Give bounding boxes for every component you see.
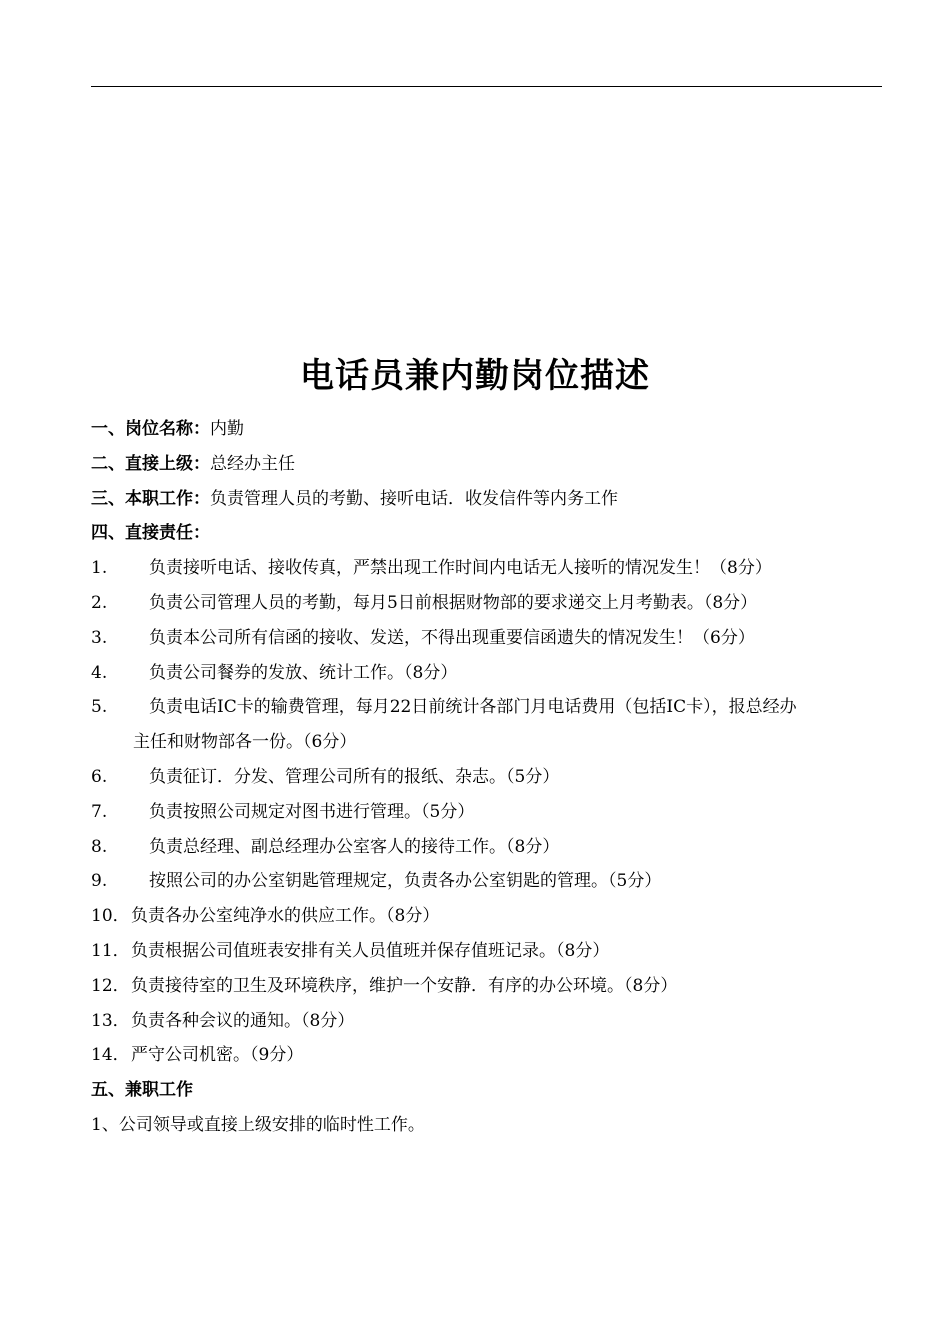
duty-text: 负责按照公司规定对图书进行管理。（5分） [149,801,475,822]
part-time-item: 1、公司领导或直接上级安排的临时性工作。 [91,1114,425,1135]
duty-item [91,621,886,656]
duty-item [91,656,886,691]
section-position-name [91,412,886,447]
duty-number: 7. [91,801,108,822]
section-value: 负责管理人员的考勤、接听电话．收发信件等内务工作 [210,488,618,509]
duty-text: 负责总经理、副总经理办公室客人的接待工作。（8分） [149,836,560,857]
duty-item [91,969,886,1004]
duty-number: 2. [91,592,108,613]
duty-number: 6. [91,766,108,787]
duty-number: 4. [91,662,108,683]
duty-text: 负责公司餐券的发放、统计工作。（8分） [149,662,458,683]
duty-number: 1. [91,558,108,579]
duty-item [91,899,886,934]
duty-text: 负责各办公室纯净水的供应工作。（8分） [131,906,440,927]
section-main-duty [91,482,886,517]
duty-item [91,795,886,830]
section-value: 总经办主任 [210,453,295,474]
duty-number: 11． [91,940,130,961]
duty-text: 负责各种会议的通知。（8分） [131,1010,355,1031]
section-label: 三、本职工作： [91,488,210,509]
duty-text: 严守公司机密。（9分） [131,1045,304,1066]
duty-text: 负责征订．分发、管理公司所有的报纸、杂志。（5分） [149,766,560,787]
duty-text: 按照公司的办公室钥匙管理规定，负责各办公室钥匙的管理。（5分） [149,871,662,892]
duty-item [91,586,886,621]
section-direct-superior [91,447,886,482]
duty-number: 13． [91,1010,130,1031]
duty-number: 14． [91,1045,130,1066]
header-rule [91,86,882,87]
duty-text: 负责公司管理人员的考勤，每月5日前根据财物部的要求递交上月考勤表。（8分） [149,592,758,613]
duty-item [91,760,886,795]
duty-text: 负责接听电话、接收传真，严禁出现工作时间内电话无人接听的情况发生！（8分） [149,558,772,579]
duty-text: 负责接待室的卫生及环境秩序，维护一个安静．有序的办公环境。（8分） [131,975,678,996]
duty-item [91,934,886,969]
duty-number: 5. [91,697,108,718]
duty-item [91,830,886,865]
section-part-time-work [91,1073,886,1108]
section-label: 五、兼职工作 [91,1080,193,1101]
duty-text: 负责电话IC卡的输费管理，每月22日前统计各部门月电话费用（包括IC卡），报总经办 [149,697,797,718]
document-title: 电话员兼内勤岗位描述 [300,356,650,396]
section-direct-responsibilities [91,516,886,551]
duty-number: 8. [91,836,108,857]
duty-item [91,864,886,899]
duty-text: 负责本公司所有信函的接收、发送，不得出现重要信函遗失的情况发生！（6分） [149,627,755,648]
section-label: 一、岗位名称： [91,419,210,439]
duty-item [91,690,886,725]
duty-item [91,551,886,586]
duty-continuation: 主任和财物部各一份。（6分） [133,732,357,753]
duty-item [91,1038,886,1073]
duty-number: 9. [91,871,108,892]
section-label: 二、直接上级： [91,453,210,474]
duty-number: 3. [91,627,108,648]
duty-number: 10． [91,906,130,927]
duty-text: 负责根据公司值班表安排有关人员值班并保存值班记录。（8分） [131,940,610,961]
section-label: 四、直接责任： [91,523,210,544]
duty-item [91,1004,886,1039]
document-body [91,412,886,1143]
duty-number: 12． [91,975,130,996]
section-value: 内勤 [210,419,244,439]
